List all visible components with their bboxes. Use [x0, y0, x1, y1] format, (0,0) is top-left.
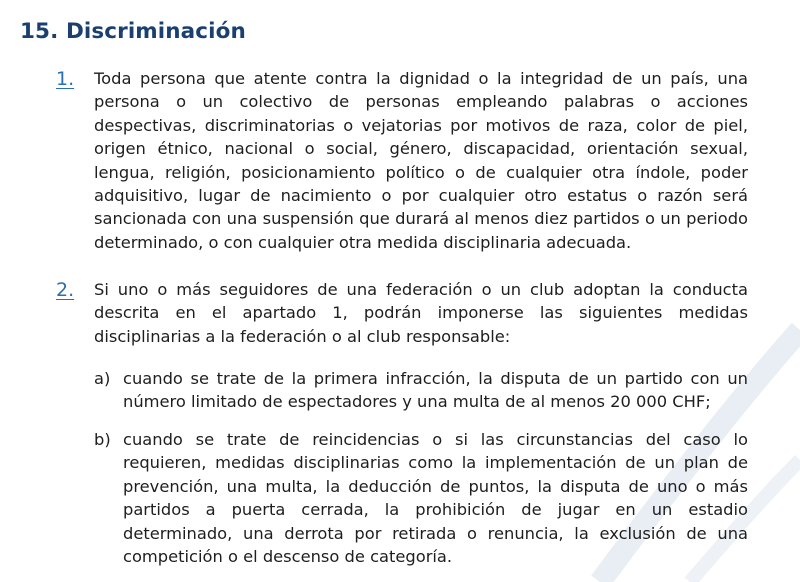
item-number-2-link[interactable]: 2. [56, 279, 75, 301]
section-title: 15. Discriminación [20, 19, 246, 44]
subitem-a-letter: a) [94, 369, 111, 388]
subitem-a-text: cuando se trate de la primera infracción, la disputa de un partido con un número limitado de espectadores y una multa de al menos 20 000 CHF; [123, 369, 748, 412]
item-1-text: Toda persona que atente contra la dignidad o la integridad de un país, una persona o un colectivo de personas empleando palabras o acciones despectivas, discriminatorias o vejatorias por motivos de raza, color de piel, origen étnico, nacional o social, género, discapacidad, orientación sexual, lengua, religión, posicionamiento político o de cualquier otra índole, poder adquisitivo, lugar de nacimiento o por cualquier otro estatus o razón será sancionada con una suspensión que durará al menos diez partidos o un periodo determinado, o con cualquier otra medida disciplinaria adecuada. [94, 69, 748, 252]
item-2-text: Si uno o más seguidores de una federación o un club adoptan la conducta descrita en el apartado 1, podrán imponerse las siguientes medidas disciplinarias a la federación o al club responsable: [94, 280, 748, 346]
item-number-1-link[interactable]: 1. [56, 68, 75, 90]
subitem-b-text: cuando se trate de reincidencias o si las circunstancias del caso lo requieren, medidas disciplinarias como la implementación de un plan de prevención, una multa, la deducción de puntos, la disputa de uno o más partidos a puerta cerrada, la prohibición de jugar en un estadio determinado, una derrota por retirada o renuncia, la exclusión de una competición o el descenso de categoría. [123, 430, 748, 567]
subitem-b-letter: b) [94, 430, 111, 449]
